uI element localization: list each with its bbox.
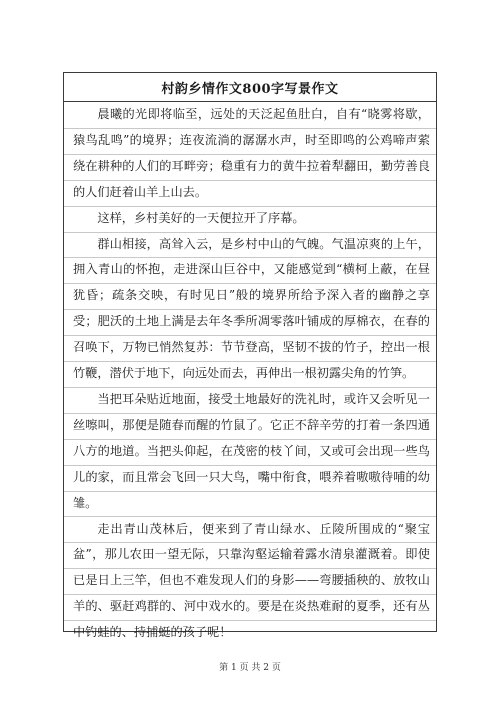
paragraph: 当把耳朵贴近地面，接受土地最好的洗礼时，或许又会听见一丝嚓叫，那便是随春而醒的竹鼠了。它正不辞辛劳的打着一条四通八方的地道。当把头仰起，在茂密的枝丫间，又或可会出现一些鸟儿的家，而且常会飞回一只大鸟，嘴中衔食，喂养着嗷嗷待哺的幼雏。 — [73, 391, 430, 510]
line-rule — [64, 542, 436, 543]
page-footer: 第 1 页 共 2 页 — [219, 663, 281, 673]
paragraph: 晨曦的光即将临至，远处的天泛起鱼肚白，自有“晓雾将歇，猿鸟乱鸣”的境界；连夜流淌的潺潺水声，时至即鸣的公鸡啼声萦绕在耕种的人们的耳畔旁；稳重有力的黄牛拉着犁翻田，勤劳善良的人们赶着山羊上山去。 — [73, 107, 430, 199]
paragraph: 群山相接，高耸入云，是乡村中山的气魄。气温凉爽的上午，拥入青山的怀抱，走进深山巨谷中，又能感觉到“横柯上蔽，在昼犹昏；疏条交映，有时见日”般的境界所给予深入者的幽静之享受；肥沃的土地上满是去年冬季所凋零落叶铺成的厚棉衣，在春的召唤下，万物已悄然复苏：节节登高，坚韧不拔的竹子，控出一根竹鞭，潜伏于地下，向远处而去，再伸出一根初露尖角的竹笋。 — [73, 236, 430, 381]
line-rule — [64, 257, 436, 258]
line-rule — [64, 283, 436, 284]
line-rule — [64, 491, 436, 492]
line-rule — [64, 128, 436, 129]
line-rule — [64, 361, 436, 362]
line-rule — [64, 309, 436, 310]
line-rule — [64, 387, 436, 388]
line-rule — [64, 232, 436, 233]
line-rule — [64, 594, 436, 595]
line-rule — [64, 516, 436, 517]
line-rule — [64, 180, 436, 181]
line-rule — [64, 620, 436, 621]
document-body — [64, 102, 436, 646]
paragraph: 走出青山茂林后，便来到了青山绿水、丘陵所围成的“聚宝盆”，那儿农田一望无际，只靠沟壑运输着露水清泉灌溉着。即使已是日上三竿，但也不难发现人们的身影——弯腰插秧的、放牧山羊的、驱赶鸡群的、河中戏水的。要是在炎热难耐的夏季，还有丛中钓蛙的、持捕蜓的孩子呢！ — [73, 521, 430, 640]
line-rule — [64, 413, 436, 414]
line-rule — [64, 465, 436, 466]
line-rule — [64, 568, 436, 569]
line-rule — [64, 439, 436, 440]
line-rule — [64, 206, 436, 207]
line-rule — [64, 335, 436, 336]
document-title: 村韵乡情作文800字写景作文 — [64, 73, 436, 102]
document-sheet — [63, 72, 437, 640]
paragraph: 这样，乡村美好的一天便拉开了序幕。 — [97, 210, 305, 225]
line-rule — [64, 154, 436, 155]
